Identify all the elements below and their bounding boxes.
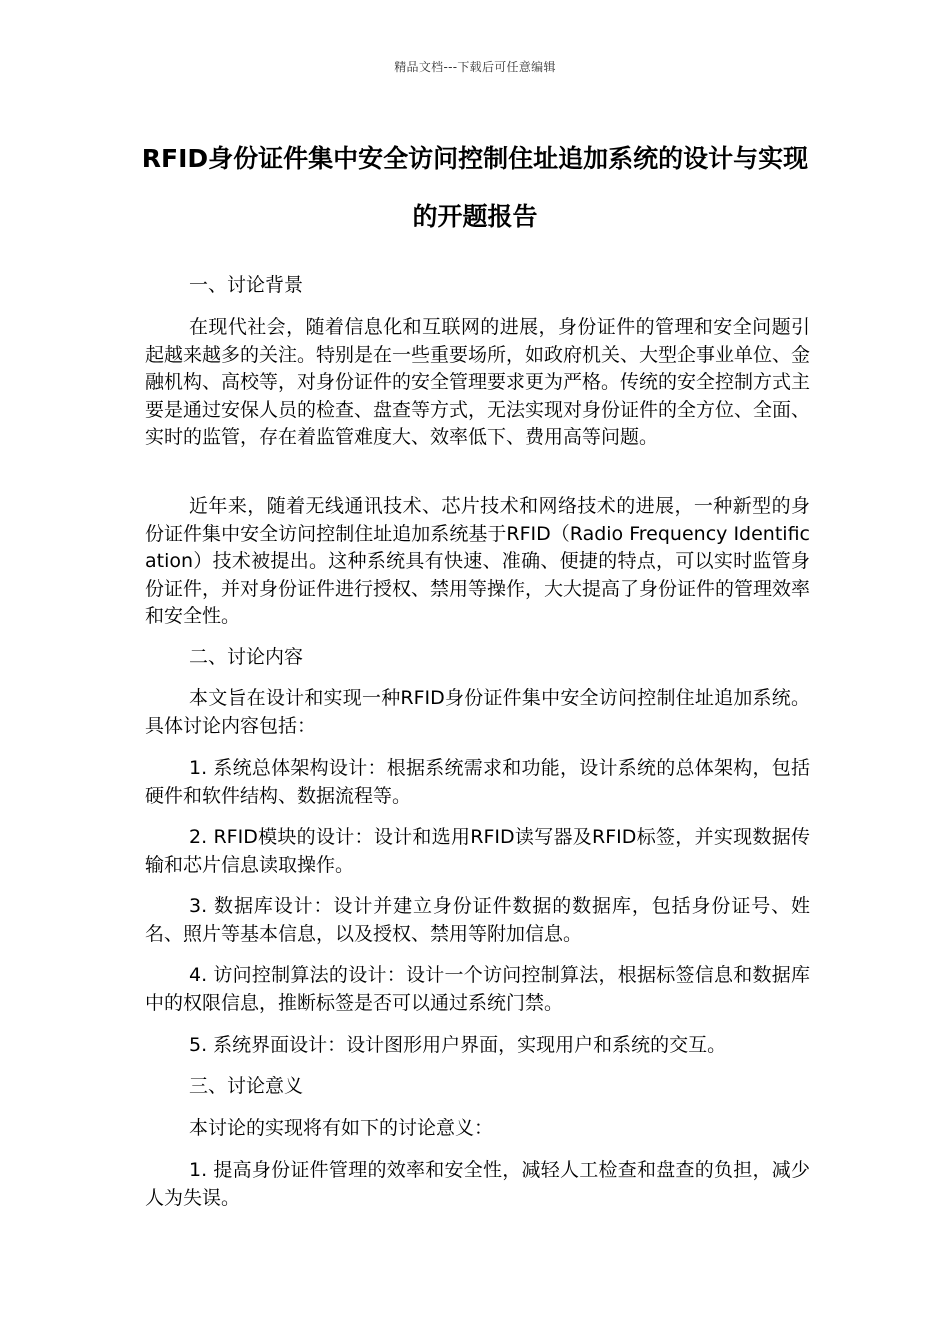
paragraph-background-2: 近年来，随着无线通讯技术、芯片技术和网络技术的进展，一种新型的身份证件集中安全访问控制住址追加系统基于RFID（Radio Frequency Identification）技术被提出。这种系统具有快速、准确、便捷的特点，可以实时监管身份证件，并对身份证件进行授权、禁用等操作，大大提高了身份证件的管理效率和安全性。 <box>145 495 811 627</box>
content-item-2: 2. RFID模块的设计：设计和选用RFID读写器及RFID标签，并实现数据传输和芯片信息读取操作。 <box>145 826 810 876</box>
section-heading-content: 二、讨论内容 <box>189 646 304 668</box>
content-item-5: 5. 系统界面设计：设计图形用户界面，实现用户和系统的交互。 <box>189 1034 727 1056</box>
significance-item-1: 1. 提高身份证件管理的效率和安全性，减轻人工检查和盘查的负担，减少人为失误。 <box>145 1159 810 1209</box>
content-item-4: 4. 访问控制算法的设计：设计一个访问控制算法，根据标签信息和数据库中的权限信息，推断标签是否可以通过系统门禁。 <box>145 964 810 1014</box>
section-heading-significance: 三、讨论意义 <box>189 1075 304 1097</box>
document-title: RFID身份证件集中安全访问控制住址追加系统的设计与实现的开题报告 <box>141 144 809 231</box>
paragraph-content-intro: 本文旨在设计和实现一种RFID身份证件集中安全访问控制住址追加系统。具体讨论内容包括： <box>145 687 810 737</box>
paragraph-significance-intro: 本讨论的实现将有如下的讨论意义： <box>189 1117 494 1139</box>
content-item-1: 1. 系统总体架构设计：根据系统需求和功能，设计系统的总体架构，包括硬件和软件结构、数据流程等。 <box>145 757 810 807</box>
content-item-3: 3. 数据库设计：设计并建立身份证件数据的数据库，包括身份证号、姓名、照片等基本信息，以及授权、禁用等附加信息。 <box>145 895 810 945</box>
page-header-watermark: 精品文档---下载后可任意编辑 <box>394 60 556 74</box>
section-heading-background: 一、讨论背景 <box>189 274 304 296</box>
paragraph-background-1: 在现代社会，随着信息化和互联网的进展，身份证件的管理和安全问题引起越来越多的关注。特别是在一些重要场所，如政府机关、大型企事业单位、金融机构、高校等，对身份证件的安全管理要求更为严格。传统的安全控制方式主要是通过安保人员的检查、盘查等方式，无法实现对身份证件的全方位、全面、实时的监管，存在着监管难度大、效率低下、费用高等问题。 <box>145 316 811 448</box>
